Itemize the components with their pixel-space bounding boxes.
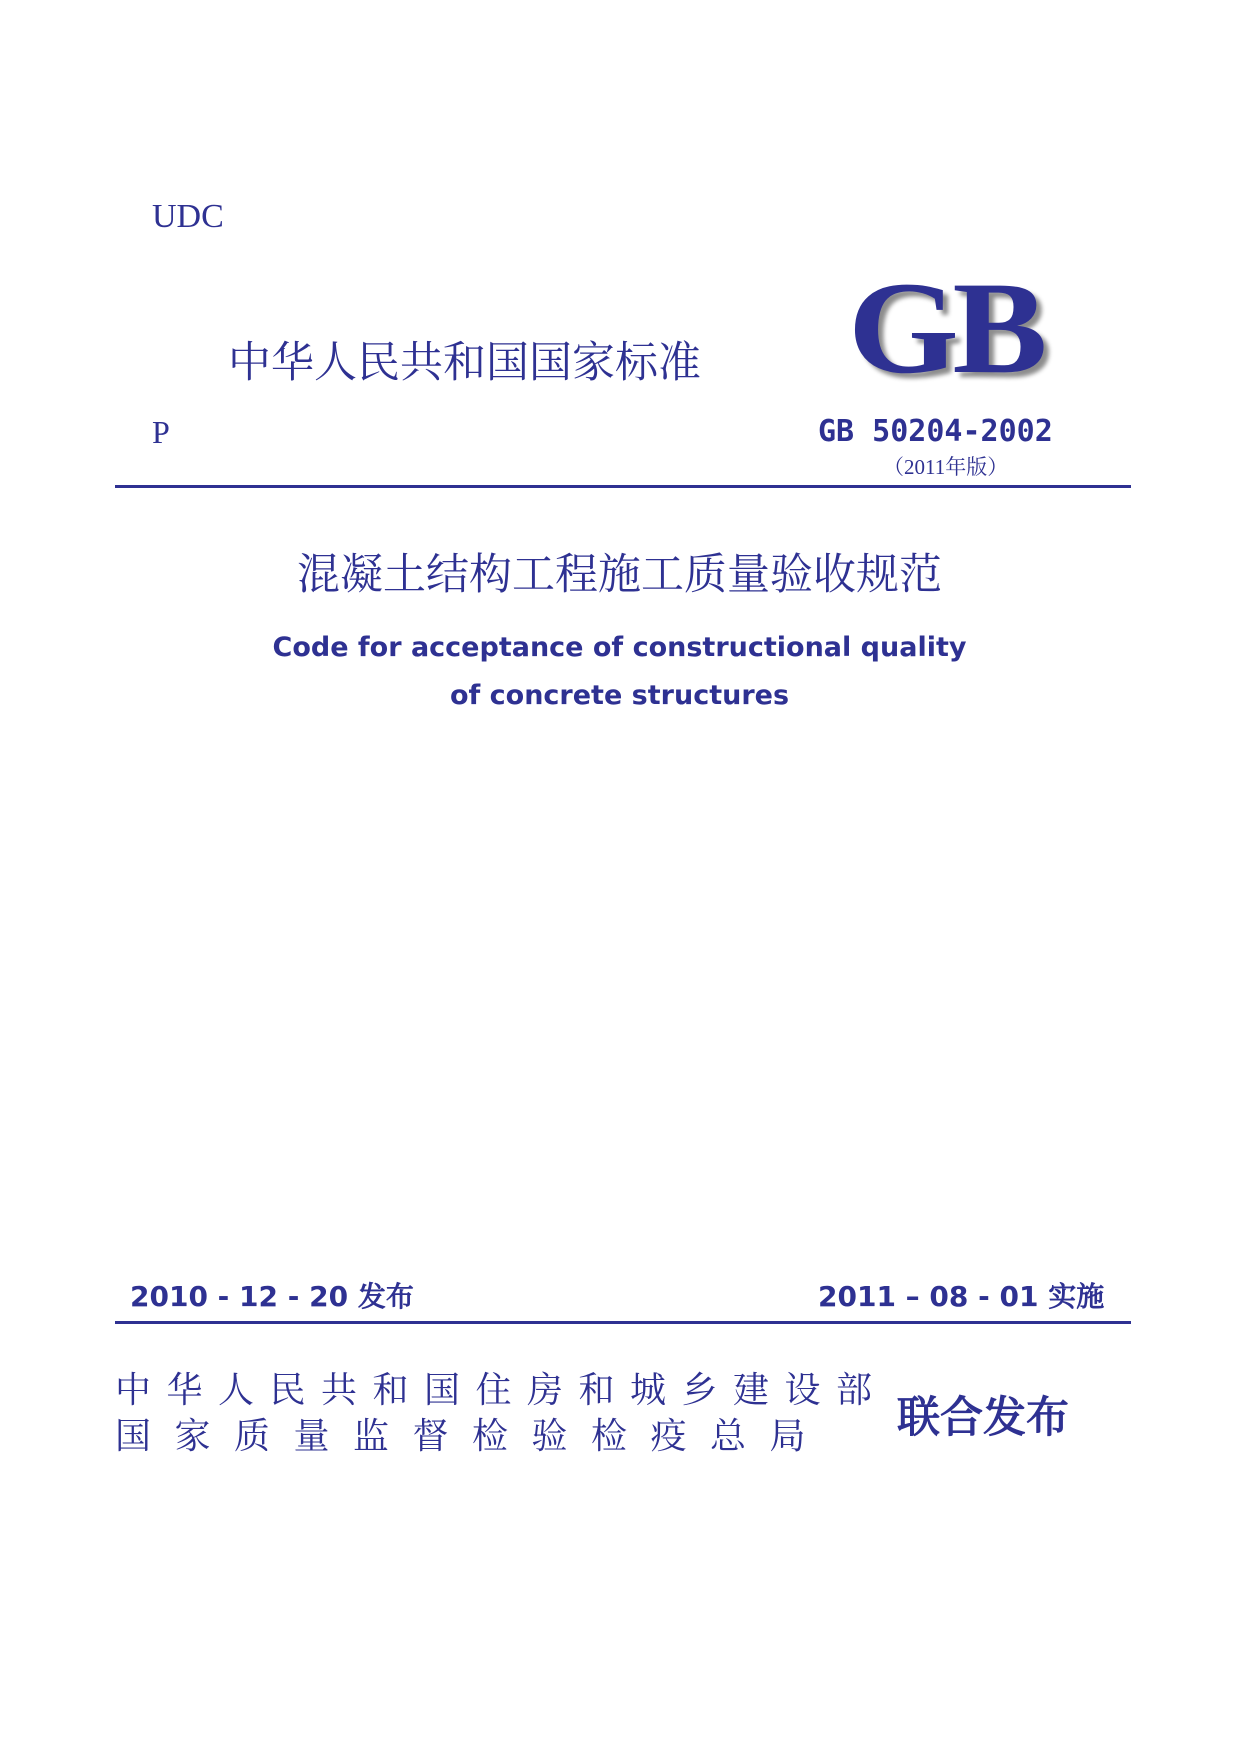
standard-number: GB 50204-2002 [818,414,1053,449]
document-title-chinese: 混凝土结构工程施工质量验收规范 [297,550,942,600]
publish-date: 2010 - 12 - 20 发布 [130,1280,414,1313]
udc-label: UDC [152,198,224,235]
edition-label: （2011年版） [883,455,1009,479]
issuer-aqsiq: 国家质量监督检验检疫总局 [115,1416,830,1457]
classification-code: P [152,414,170,450]
document-title-english-line1: Code for acceptance of constructional quality [272,632,967,663]
document-title-english-line2: of concrete structures [449,680,790,711]
implementation-date: 2011 – 08 - 01 实施 [818,1280,1105,1313]
joint-issue-label: 联合发布 [897,1393,1069,1443]
issuer-ministry: 中华人民共和国住房和城乡建设部 [115,1370,888,1411]
bottom-divider [115,1321,1131,1324]
standard-category-title: 中华人民共和国国家标准 [228,338,701,388]
top-divider [115,485,1131,488]
gb-logo: GB [848,254,1042,401]
